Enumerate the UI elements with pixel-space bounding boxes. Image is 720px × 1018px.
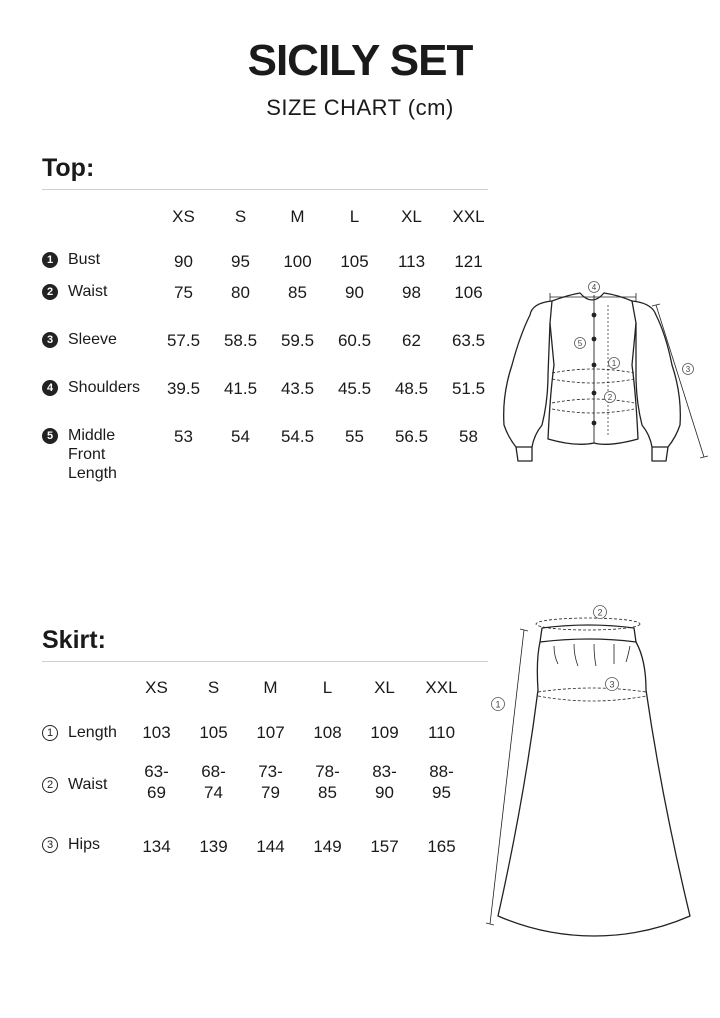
top-section-heading: Top: [42, 154, 95, 182]
measurement-label: Length [68, 724, 117, 741]
table-row [42, 825, 470, 873]
size-value: 59.5 [280, 331, 315, 350]
size-header: S [234, 207, 247, 226]
size-value: 58.5 [223, 331, 258, 350]
size-value: 78-85 [315, 762, 340, 802]
top-divider [42, 189, 488, 190]
size-value: 108 [313, 723, 342, 742]
size-value: 57.5 [166, 331, 201, 350]
size-value: 39.5 [166, 379, 201, 398]
size-value: 121 [454, 252, 483, 271]
size-value: 62 [402, 331, 421, 350]
button-dot [592, 421, 597, 426]
size-header: S [207, 678, 220, 697]
measurement-number-badge: 3 [42, 837, 58, 853]
size-value: 134 [142, 837, 171, 856]
size-header: L [349, 207, 360, 226]
size-value: 73-79 [258, 762, 283, 802]
top-size-table [42, 200, 497, 490]
measurement-label: Waist [68, 776, 108, 793]
size-header: XL [374, 678, 395, 697]
button-dot [592, 337, 597, 342]
skirt-size-table [42, 671, 470, 873]
size-value: 75 [174, 283, 193, 302]
page-title: SICILY SET [247, 36, 473, 85]
measurement-number-badge: 1 [42, 252, 58, 268]
size-value: 98 [402, 283, 421, 302]
size-header: XS [145, 678, 168, 697]
size-value: 100 [283, 252, 312, 271]
top-header-row [42, 200, 497, 234]
size-value: 106 [454, 283, 483, 302]
size-value: 109 [370, 723, 399, 742]
diagram-marker-text: 1 [495, 699, 501, 710]
page-subtitle: SIZE CHART (cm) [266, 95, 454, 120]
size-value: 144 [256, 837, 285, 856]
table-row [42, 378, 497, 426]
size-value: 149 [313, 837, 342, 856]
size-value: 43.5 [280, 379, 315, 398]
button-dot [592, 363, 597, 368]
size-value: 60.5 [337, 331, 372, 350]
measurement-number-badge: 1 [42, 725, 58, 741]
measurement-number-badge: 3 [42, 332, 58, 348]
size-header: M [290, 207, 305, 226]
skirt-outline [498, 642, 690, 936]
table-row [42, 330, 497, 378]
skirt-waistband [540, 625, 636, 642]
size-header: M [263, 678, 278, 697]
button-dot [592, 391, 597, 396]
button-dot [592, 313, 597, 318]
size-value: 85 [288, 283, 307, 302]
size-value: 51.5 [451, 379, 486, 398]
skirt-header-row [42, 671, 470, 705]
measurement-number-badge: 2 [42, 284, 58, 300]
table-row [42, 282, 497, 330]
measurement-label: Bust [68, 251, 101, 268]
top-garment-diagram [490, 275, 710, 475]
size-value: 56.5 [394, 427, 429, 446]
measurement-label: Hips [68, 836, 101, 853]
size-value: 107 [256, 723, 285, 742]
size-header: L [322, 678, 333, 697]
size-value: 48.5 [394, 379, 429, 398]
size-header: XL [401, 207, 422, 226]
diagram-marker-text: 3 [685, 365, 691, 374]
size-value: 90 [345, 283, 364, 302]
diagram-marker-text: 3 [609, 679, 615, 690]
size-value: 90 [174, 252, 193, 271]
size-value: 63-69 [144, 762, 169, 802]
measurement-number-badge: 5 [42, 428, 58, 444]
skirt-diagram [484, 600, 704, 940]
size-value: 165 [427, 837, 456, 856]
table-row [42, 705, 470, 761]
size-value: 80 [231, 283, 250, 302]
size-value: 68-74 [201, 762, 226, 802]
size-value: 105 [340, 252, 369, 271]
measurement-label: Middle Front Length [68, 427, 117, 482]
diagram-marker-text: 5 [577, 339, 583, 348]
size-value: 88-95 [429, 762, 454, 802]
size-value: 95 [231, 252, 250, 271]
left-sleeve [504, 301, 552, 447]
size-header: XXL [425, 678, 458, 697]
size-value: 55 [345, 427, 364, 446]
size-value: 53 [174, 427, 193, 446]
diagram-marker-text: 4 [591, 283, 597, 292]
table-row [42, 426, 497, 490]
size-value: 139 [199, 837, 228, 856]
skirt-divider [42, 661, 488, 662]
size-value: 103 [142, 723, 171, 742]
size-value: 113 [397, 252, 426, 271]
measurement-label: Waist [68, 283, 108, 300]
skirt-section-heading: Skirt: [42, 626, 106, 654]
measurement-label: Shoulders [68, 379, 141, 396]
diagram-marker-text: 2 [597, 607, 603, 618]
size-value: 54.5 [280, 427, 315, 446]
size-value: 63.5 [451, 331, 486, 350]
measurement-number-badge: 4 [42, 380, 58, 396]
size-value: 105 [199, 723, 228, 742]
diagram-marker-text: 2 [607, 393, 613, 402]
size-value: 157 [370, 837, 399, 856]
size-value: 83-90 [372, 762, 397, 802]
size-header: XXL [452, 207, 485, 226]
size-value: 110 [427, 723, 456, 742]
size-value: 45.5 [337, 379, 372, 398]
diagram-marker-text: 1 [611, 359, 617, 368]
size-value: 58 [459, 427, 478, 446]
measurement-label: Sleeve [68, 331, 117, 348]
table-row [42, 234, 497, 282]
size-header: XS [172, 207, 195, 226]
measurement-number-badge: 2 [42, 777, 58, 793]
size-value: 41.5 [223, 379, 258, 398]
right-sleeve [632, 301, 680, 447]
size-value: 54 [231, 427, 250, 446]
table-row [42, 761, 470, 825]
